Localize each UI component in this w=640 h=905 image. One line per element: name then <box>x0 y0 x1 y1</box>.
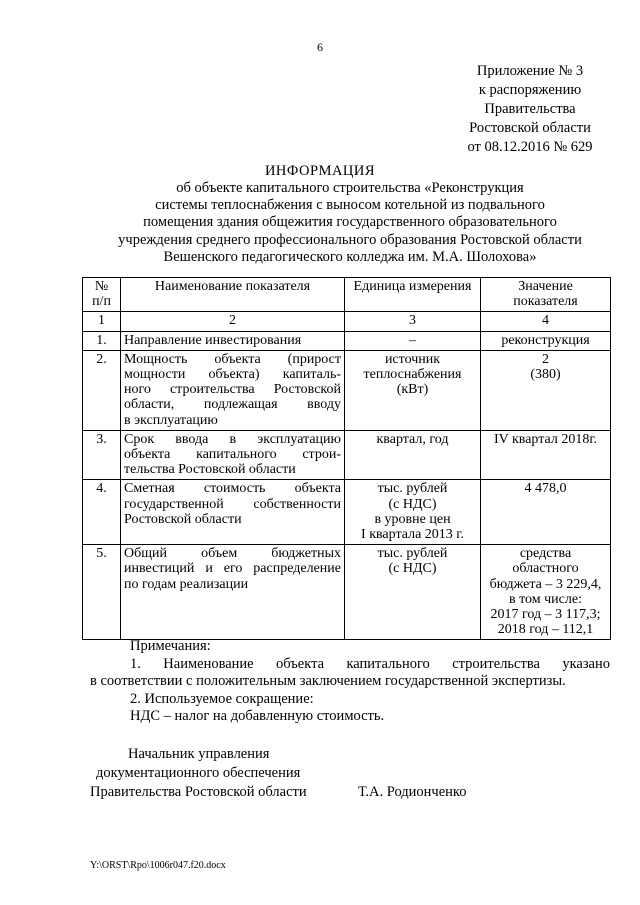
row-value: IV квартал 2018г. <box>481 430 611 480</box>
appendix-block <box>430 62 630 157</box>
table-row <box>83 480 611 545</box>
table-header-row <box>83 278 611 312</box>
row-indicator-name: Общий объем бюджетных инвестиций и его распределение по годам реализации <box>121 545 345 640</box>
appendix-line: от 08.12.2016 № 629 <box>467 139 593 155</box>
appendix-line: Правительства <box>484 101 576 117</box>
signature-position-line: документационного обеспечения <box>96 765 301 781</box>
note-line: в соответствии с положительным заключением государственной экспертизы. <box>90 673 566 689</box>
header-unit: Единица измерения <box>345 278 481 312</box>
subtitle-line: об объекте капитального строительства «Реконструкция <box>176 180 524 196</box>
row-indicator-name: Направление инвестирования <box>121 331 345 350</box>
signature-block <box>90 745 610 802</box>
signature-position-line: Начальник управления <box>128 746 270 762</box>
column-number: 4 <box>481 312 611 331</box>
row-number: 1. <box>83 331 121 350</box>
row-number: 3. <box>83 430 121 480</box>
row-indicator-name: Срок ввода в эксплуатацию объекта капитального строи- тельства Ростовской области <box>121 430 345 480</box>
row-unit: – <box>345 331 481 350</box>
appendix-line: Ростовской области <box>469 120 591 136</box>
indicators-table <box>82 277 611 640</box>
column-number: 1 <box>83 312 121 331</box>
row-indicator-name: Мощность объекта (прирост мощности объекта) капиталь- ного строительства Ростовской области, подлежащая вводу в эксплуатацию <box>121 350 345 430</box>
header-number: № п/п <box>83 278 121 312</box>
subtitle-line: Вешенского педагогического колледжа им. М.А. Шолохова» <box>163 248 537 265</box>
row-value: реконструкция <box>481 331 611 350</box>
table-row <box>83 350 611 430</box>
row-unit: тыс. рублей (с НДС) в уровне цен I квартала 2013 г. <box>345 480 481 545</box>
note-line: НДС – налог на добавленную стоимость. <box>130 708 385 724</box>
signature-organization: Правительства Ростовской области <box>90 784 307 800</box>
row-number: 4. <box>83 480 121 545</box>
column-number: 3 <box>345 312 481 331</box>
notes-heading: Примечания: <box>130 638 211 654</box>
page-number: 6 <box>317 40 323 54</box>
subtitle-line: системы теплоснабжения с выносом котельной из подвального <box>155 197 545 214</box>
subtitle-line: помещения здания общежития государственного образовательного <box>143 214 557 231</box>
table-row <box>83 545 611 640</box>
row-value: средства областного бюджета – 3 229,4, в том числе: 2017 год – 3 117,3; 2018 год – 112,1 <box>481 545 611 640</box>
row-value: 4 478,0 <box>481 480 611 545</box>
note-line: 2. Используемое сокращение: <box>130 690 314 707</box>
file-path-footer: Y:\ORST\Rpo\1006r047.f20.docx <box>90 860 226 871</box>
table-row <box>83 331 611 350</box>
table-column-numbers-row <box>83 312 611 331</box>
row-indicator-name: Сметная стоимость объекта государственной собственности Ростовской области <box>121 480 345 545</box>
row-number: 5. <box>83 545 121 640</box>
row-value: 2 (380) <box>481 350 611 430</box>
note-line: 1. Наименование объекта капитального строительства указано <box>130 655 610 672</box>
row-unit: тыс. рублей (с НДС) <box>345 545 481 640</box>
subtitle-line: учреждения среднего профессионального образования Ростовской области <box>118 231 582 248</box>
row-number: 2. <box>83 350 121 430</box>
header-value: Значение показателя <box>481 278 611 312</box>
appendix-line: к распоряжению <box>478 82 582 98</box>
document-title: ИНФОРМАЦИЯ <box>264 163 376 179</box>
column-number: 2 <box>121 312 345 331</box>
appendix-line: Приложение № 3 <box>476 63 584 79</box>
row-unit: источник теплоснабжения (кВт) <box>345 350 481 430</box>
signature-position-line <box>90 783 610 802</box>
notes-block <box>90 638 610 726</box>
document-subtitle <box>80 180 620 266</box>
row-unit: квартал, год <box>345 430 481 480</box>
header-indicator-name: Наименование показателя <box>121 278 345 312</box>
table-row <box>83 430 611 480</box>
signatory-name: Т.А. Родионченко <box>358 784 467 800</box>
